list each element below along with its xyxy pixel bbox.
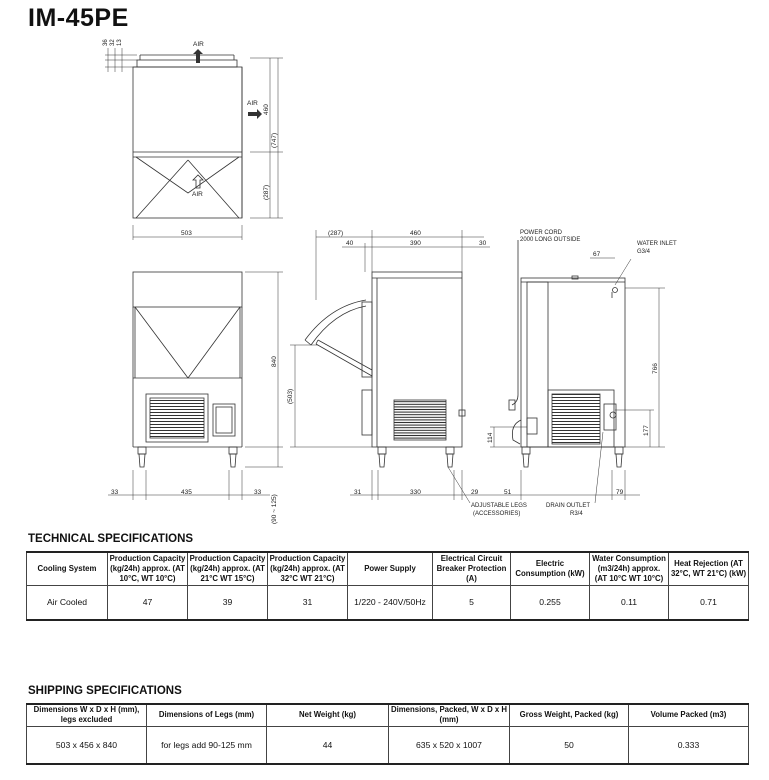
column-header: Production Capacity (kg/24h) approx. (AT 21°C WT 15°C) [188, 552, 268, 585]
table-cell: 635 x 520 x 1007 [389, 726, 510, 764]
air-label-side: AIR [247, 100, 258, 107]
column-header: Production Capacity (kg/24h) approx. (AT 32°C WT 21°C) [268, 552, 348, 585]
dim-33-left: 33 [111, 489, 119, 496]
table-cell: 0.11 [590, 585, 669, 620]
table-row [27, 585, 749, 620]
table-row [27, 726, 749, 764]
rear-view [490, 240, 665, 503]
drain-outlet-label: DRAIN OUTLET [546, 503, 591, 509]
dim-114: 114 [487, 432, 494, 443]
dim-460-side: 460 [410, 230, 421, 237]
dim-747: (747) [271, 132, 278, 148]
dim-766: 766 [652, 363, 659, 374]
air-label-top: AIR [193, 41, 204, 48]
table-cell: 0.333 [629, 726, 749, 764]
table-cell: 1/220 - 240V/50Hz [348, 585, 433, 620]
dim-13: 13 [117, 39, 123, 46]
dim-32: 32 [110, 39, 116, 46]
water-inlet-label: WATER INLET [637, 241, 677, 247]
table-cell: 31 [268, 585, 348, 620]
dim-177: 177 [643, 425, 650, 436]
table-cell: Air Cooled [27, 585, 108, 620]
table-cell: for legs add 90-125 mm [147, 726, 267, 764]
dim-79: 79 [616, 489, 624, 496]
column-header: Electrical Circuit Breaker Protection (A) [433, 552, 511, 585]
column-header: Dimensions W x D x H (mm), legs excluded [27, 704, 147, 726]
table-header-row [27, 552, 749, 585]
table-cell: 0.71 [669, 585, 749, 620]
adjustable-legs-label: ADJUSTABLE LEGS [471, 503, 527, 509]
dim-287-top: (287) [263, 184, 270, 200]
column-header: Electric Consumption (kW) [511, 552, 590, 585]
dim-67: 67 [593, 251, 601, 258]
adjustable-legs-note: (ACCESSORIES) [473, 511, 521, 517]
column-header: Cooling System [27, 552, 108, 585]
dim-330: 330 [410, 489, 421, 496]
dim-31: 31 [354, 489, 362, 496]
column-header: Production Capacity (kg/24h) approx. (AT 10°C, WT 10°C) [108, 552, 188, 585]
column-header: Net Weight (kg) [267, 704, 389, 726]
shipping-specs-heading: SHIPPING SPECIFICATIONS [28, 685, 182, 697]
column-header: Gross Weight, Packed (kg) [510, 704, 629, 726]
dim-51: 51 [504, 489, 512, 496]
table-header-row [27, 704, 749, 726]
table-cell: 5 [433, 585, 511, 620]
table-cell: 0.255 [511, 585, 590, 620]
table-cell: 39 [188, 585, 268, 620]
dim-503-side: (503) [287, 388, 294, 404]
column-header: Power Supply [348, 552, 433, 585]
top-view [105, 48, 283, 240]
column-header: Dimensions of Legs (mm) [147, 704, 267, 726]
water-inlet-size: G3/4 [637, 249, 651, 255]
power-cord-label: POWER CORD [520, 230, 562, 236]
dim-legs-range: (90 ~ 125) [271, 494, 278, 524]
table-cell: 44 [267, 726, 389, 764]
dim-36: 36 [103, 39, 109, 46]
dim-435: 435 [181, 489, 192, 496]
dim-30: 30 [479, 240, 487, 247]
shipping-specs-table [26, 703, 749, 765]
dim-840: 840 [271, 356, 278, 367]
dim-287-side: (287) [328, 230, 344, 237]
column-header: Heat Rejection (AT 32°C, WT 21°C) (kW) [669, 552, 749, 585]
front-view [108, 272, 283, 500]
dim-40: 40 [346, 240, 354, 247]
dim-390: 390 [410, 240, 421, 247]
power-cord-length: 2000 LONG OUTSIDE [520, 237, 581, 243]
table-cell: 47 [108, 585, 188, 620]
table-cell: 50 [510, 726, 629, 764]
dim-460-top: 460 [263, 104, 270, 115]
column-header: Dimensions, Packed, W x D x H (mm) [389, 704, 510, 726]
technical-specs-table [26, 551, 749, 621]
dim-503-top: 503 [181, 230, 192, 237]
dim-33-right: 33 [254, 489, 262, 496]
dim-29: 29 [471, 489, 479, 496]
table-cell: 503 x 456 x 840 [27, 726, 147, 764]
column-header: Volume Packed (m3) [629, 704, 749, 726]
column-header: Water Consumption (m3/24h) approx. (AT 10°C WT 10°C) [590, 552, 669, 585]
technical-specs-heading: TECHNICAL SPECIFICATIONS [28, 533, 194, 545]
drain-outlet-size: R3/4 [570, 511, 583, 517]
side-view [290, 230, 500, 503]
air-label-inner: AIR [192, 191, 203, 198]
page-title: IM-45PE [28, 4, 129, 32]
